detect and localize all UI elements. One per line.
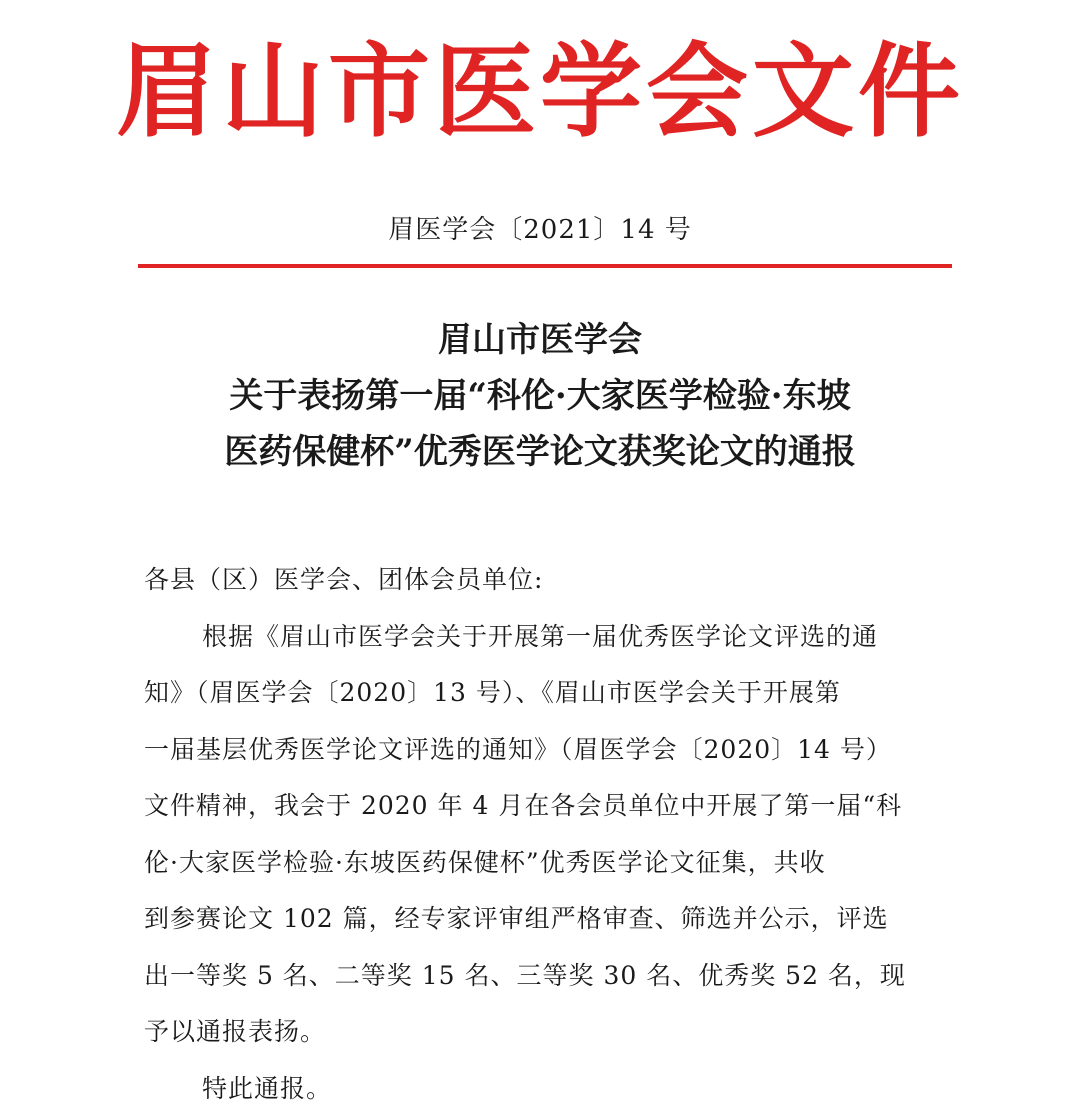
closing-line: 特此通报。 bbox=[144, 1061, 956, 1117]
body-line: 到参赛论文 102 篇，经专家评审组严格审查、筛选并公示，评选 bbox=[144, 891, 956, 948]
notice-title-line-2: 关于表扬第一届“科伦·大家医学检验·东坡 bbox=[0, 368, 1080, 424]
salutation: 各县（区）医学会、团体会员单位: bbox=[144, 552, 956, 609]
document-number: 眉医学会〔2021〕14 号 bbox=[0, 212, 1080, 248]
document-header-title: 眉山市医学会文件 bbox=[0, 28, 1080, 158]
notice-title-line-1: 眉山市医学会 bbox=[0, 312, 1080, 368]
notice-body bbox=[144, 552, 956, 1117]
body-line: 知》（眉医学会〔2020〕13 号）、《眉山市医学会关于开展第 bbox=[144, 665, 956, 722]
body-line: 出一等奖 5 名、二等奖 15 名、三等奖 30 名、优秀奖 52 名，现 bbox=[144, 948, 956, 1005]
red-divider-line bbox=[138, 264, 952, 268]
body-line: 予以通报表扬。 bbox=[144, 1004, 956, 1061]
notice-title bbox=[0, 312, 1080, 480]
notice-title-line-3: 医药保健杯”优秀医学论文获奖论文的通报 bbox=[0, 424, 1080, 480]
body-line: 文件精神，我会于 2020 年 4 月在各会员单位中开展了第一届“科 bbox=[144, 778, 956, 835]
body-line: 根据《眉山市医学会关于开展第一届优秀医学论文评选的通 bbox=[144, 609, 956, 666]
body-line: 一届基层优秀医学论文评选的通知》（眉医学会〔2020〕14 号） bbox=[144, 722, 956, 779]
body-line: 伦·大家医学检验·东坡医药保健杯”优秀医学论文征集，共收 bbox=[144, 835, 956, 892]
